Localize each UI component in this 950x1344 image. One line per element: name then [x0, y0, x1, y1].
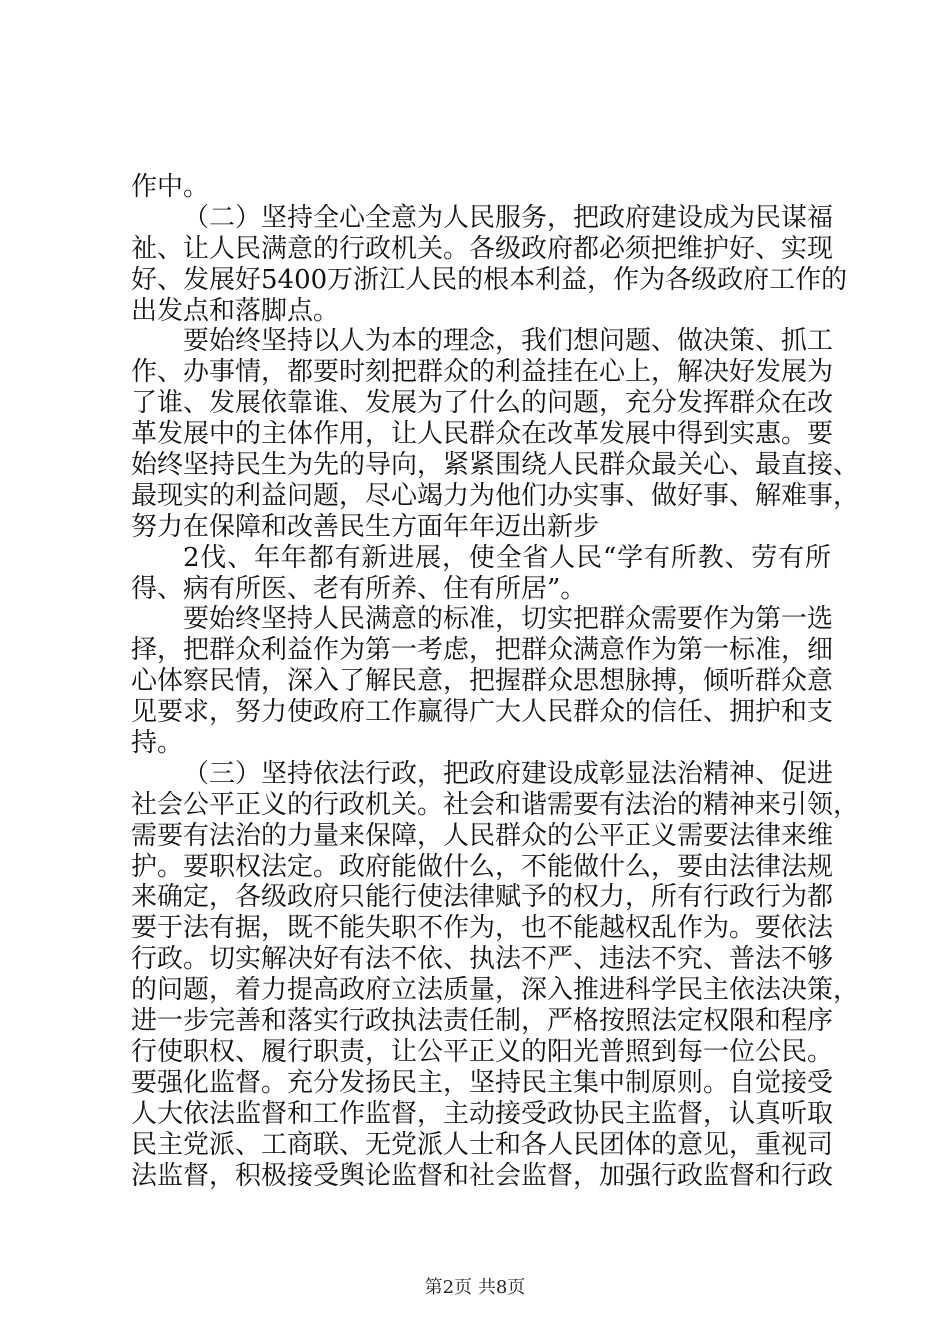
text-line: 得、病有所医、老有所养、住有所居”。	[131, 573, 587, 604]
text-line: （二）坚持全心全意为人民服务，把政府建设成为民谋福	[183, 202, 834, 233]
text-line: 进一步完善和落实行政执法责任制，严格按照法定权限和程序	[131, 1006, 834, 1037]
text-line: 要强化监督。充分发扬民主，坚持民主集中制原则。自觉接受	[131, 1067, 834, 1098]
text-line: 心体察民情，深入了解民意，把握群众思想脉搏，倾听群众意	[131, 666, 834, 697]
text-line: 民主党派、工商联、无党派人士和各人民团体的意见，重视司	[131, 1129, 834, 1160]
text-line: 了谁、发展依靠谁、发展为了什么的问题，充分发挥群众在改	[131, 388, 834, 419]
text-line: 人大依法监督和工作监督，主动接受政协民主监督，认真听取	[131, 1098, 834, 1129]
text-line: 作中。	[131, 172, 210, 202]
text-line: 要于法有据，既不能失职不作为，也不能越权乱作为。要依法	[131, 913, 834, 944]
text-line: 出发点和落脚点。	[131, 295, 340, 326]
text-line: 法监督，积极接受舆论监督和社会监督，加强行政监督和行政	[131, 1160, 834, 1191]
text-line: 来确定，各级政府只能行使法律赋予的权力，所有行政行为都	[131, 882, 834, 913]
text-line: 行政。切实解决好有法不依、执法不严、违法不究、普法不够	[131, 944, 834, 975]
text-line: 祉、让人民满意的行政机关。各级政府都必须把维护好、实现	[131, 233, 834, 264]
text-line: 最现实的利益问题，尽心竭力为他们办实事、做好事、解难事，	[131, 480, 860, 511]
text-line: 要始终坚持人民满意的标准，切实把群众需要作为第一选	[183, 604, 834, 635]
text-line: 行使职权、履行职责，让公平正义的阳光普照到每一位公民。	[131, 1036, 834, 1067]
text-line: 见要求，努力使政府工作赢得广大人民群众的信任、拥护和支	[131, 697, 834, 728]
text-line: 需要有法治的力量来保障，人民群众的公平正义需要法律来维	[131, 820, 834, 851]
text-line: （三）坚持依法行政，把政府建设成彰显法治精神、促进	[183, 758, 834, 789]
text-line: 好、发展好5400万浙江人民的根本利益，作为各级政府工作的	[131, 264, 848, 295]
text-line: 要始终坚持以人为本的理念，我们想问题、做决策、抓工	[183, 326, 834, 357]
text-line: 持。	[131, 728, 184, 759]
text-line: 革发展中的主体作用，让人民群众在改革发展中得到实惠。要	[131, 419, 834, 450]
text-line: 护。要职权法定。政府能做什么，不能做什么，要由法律法规	[131, 851, 834, 882]
text-line: 择，把群众利益作为第一考虑，把群众满意作为第一标准，细	[131, 635, 834, 666]
text-line: 社会公平正义的行政机关。社会和谐需要有法治的精神来引领，	[131, 789, 860, 820]
text-line: 2伐、年年都有新进展，使全省人民“学有所教、劳有所	[183, 542, 831, 573]
text-line: 始终坚持民生为先的导向，紧紧围绕人民群众最关心、最直接、	[131, 450, 860, 481]
text-line: 作、办事情，都要时刻把群众的利益挂在心上，解决好发展为	[131, 357, 834, 388]
page-footer: 第2页 共8页	[424, 1277, 526, 1298]
document-body	[131, 172, 860, 1191]
text-line: 的问题，着力提高政府立法质量，深入推进科学民主依法决策，	[131, 975, 860, 1006]
text-line: 努力在保障和改善民生方面年年迈出新步	[131, 511, 600, 542]
